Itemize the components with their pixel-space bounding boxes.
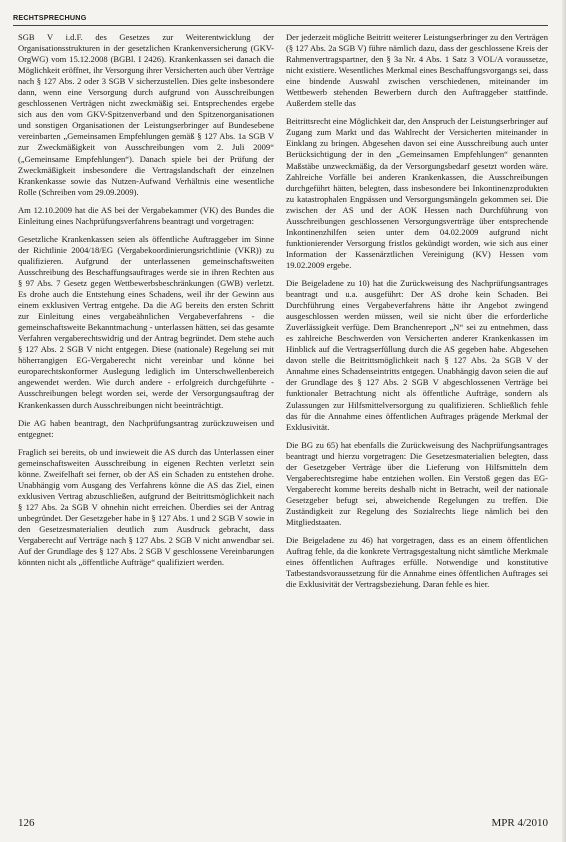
page-number: 126 [18,817,35,829]
right-column [286,32,548,590]
paragraph: Die AG haben beantragt, den Nachprüfungsantrag zurückzuweisen und entgegnet: [18,417,274,439]
paragraph: Am 12.10.2009 hat die AS bei der Vergabekammer (VK) des Bundes die Einleitung eines Nachprüfungsverfahrens beantragt und vorgetragen: [18,204,274,226]
paragraph: Beitrittsrecht eine Möglichkeit dar, den Anspruch der Leistungserbringer auf Zugang zum Markt und das Wahlrecht der Versicherten miteinander in Einklang zu bringen. Abgesehen davon sei eine Ausschreibung auch unter Berücksichtigung der in den „Gemeinsamen Empfehlungen“ genannten Maßstäbe unzweckmäßig, da der Versorgungsbedarf gesetzt worden wäre. Zahlreiche Vorfälle bei anderen Krankenkassen, die Ausschreibungen durchgeführt hätten, belegten, dass insbesondere bei Inkontinenzprodukten zu katastrophalen Engpässen und Versorgungsmängeln gekommen sei. Die zwischen der AS und der AOK Hessen nach Durchführung von Ausschreibungen geschlossenen Versorgungsverträge über entsprechende Inkontinenzhilfen seien unter dem 04.02.2009 aufgrund nicht funktionierender Versorgung fristlos gekündigt worden, wie sich aus einer Information der Kassenärztlichen Vereinigung (KV) Hessen vom 19.02.2009 ergebe. [286,116,548,270]
paragraph: SGB V i.d.F. des Gesetzes zur Weiterentwicklung der Organisationsstrukturen in der gesetzlichen Krankenversicherung (GKV-OrgWG) vom 15.12.2008 (BGBl. I 2426). Krankenkassen sei danach die Möglichkeit eröffnet, ihr Versorgung ihrer Versicherten auch über Verträge nach § 127 Abs. 2 oder 3 SGB V sicherzustellen. Dies gelte insbesondere dann, wenn eine Versorgung durch aufgrund von Ausschreibungen geschlossenen Verträgen nicht zweckmäßig sei. Entsprechendes ergebe sich aus den vom GKV-Spitzenverband und den Spitzenorganisationen und sonstigen Organisationen der Leistungserbringer auf Bundesebene vereinbarten „Gemeinsamen Empfehlungen gemäß § 127 Abs. 1a SGB V zur Zweckmäßigkeit von Ausschreibungen vom 2. Juli 2009“ („Gemeinsame Empfehlungen“). Danach spiele bei der Prüfung der Zweckmäßigkeit insbesondere die Vertragslandschaft der einzelnen Krankenkasse sowie das Nutzen-Aufwand Verhältnis eine wesentliche Rolle (Schreiben vom 29.09.2009). [18,32,274,197]
left-column [18,32,274,568]
journal-reference: MPR 4/2010 [491,817,548,829]
paragraph: Die Beigeladene zu 46) hat vorgetragen, dass es an einem öffentlichen Auftrag fehle, da die konkrete Vertragsgestaltung nicht sämtliche Merkmale eines öffentlichen Auftrages erfülle. Notwendige und konstitutive Tatbestandsvoraussetzung für die Annahme eines öffentlichen Auftrages sei die Exklusivität der Vertragsbeziehung. Daran fehle es hier. [286,535,548,590]
paragraph: Fraglich sei bereits, ob und inwieweit die AS durch das Unterlassen einer gemeinschaftsweiten Ausschreibung in eigenen Rechten verletzt sein könne. Zweifelhaft sei ferner, ob der AS ein Schaden zu entstehen drohe. Unabhängig vom Ausgang des Verfahrens könne die AS das Ziel, einen exklusiven Vertrag abzuschließen, aufgrund der Beitrittsmöglichkeit nach § 127 Abs. 2a SGB V ohnehin nicht erreichen. Überdies sei der Antrag unbegründet. Der Gesetzgeber habe in § 127 Abs. 1 und 2 SGB V sowie in den Gesetzesmaterialien deutlich zum Ausdruck gebracht, dass Vergaberecht auf Verträge nach § 127 Abs. 2 SGB V nicht anwendbar sei. Auf der Grundlage des § 127 Abs. 2 SGB V geschlossene Vereinbarungen könnten nicht als „öffentliche Aufträge“ qualifiziert werden. [18,446,274,568]
header-rule [13,25,548,26]
paragraph: Der jederzeit mögliche Beitritt weiterer Leistungserbringer zu den Verträgen (§ 127 Abs. 2a SGB V) führe nämlich dazu, dass der geschlossene Kreis der Rahmenvertragspartner, den § 3a Nr. 4 Abs. 1 Satz 3 VOL/A voraussetze, nicht existiere. Wesentliches Merkmal eines Beschaffungsvorgangs sei, dass eine bindende Auswahl zwischen verschiedenen, miteinander im Wettbewerb stehenden Bewerbern durch den Auftraggeber stattfinde. Außerdem stelle das [286,32,548,109]
paragraph: Die Beigeladene zu 10) hat die Zurückweisung des Nachprüfungsantrages beantragt und u.a. ausgeführt: Der AS drohe kein Schaden. Bei Durchführung eines Vergabeverfahrens hätte ihr Angebot zwingend ausgeschlossen werden müssen, weil sie nicht über die erforderliche Zuverlässigkeit verfüge. Dem Branchenreport „N“ sei zu entnehmen, dass es zahlreiche Beschwerden von Versicherten anderer Krankenkassen im Hinblick auf die Vertragserfüllung durch die AS gegeben habe. Abgesehen davon stelle die Beitrittsmöglichkeit nach § 127 Abs. 2a SGB V der Annahme eines Schadenseintritts entgegen. Unabhängig davon seien die auf der Grundlage des § 127 Abs. 2 SGB V abgeschlossenen Verträge bei funktionaler Betrachtung nicht als öffentliche Aufträge, sondern als Zulassungen zur Hilfsmittelversorgung zu qualifizieren. Schließlich fehle das für die Annahme eines öffentlichen Auftrages prägende Merkmal der Exklusivität. [286,277,548,432]
scan-edge [562,0,566,842]
paragraph: Die BG zu 65) hat ebenfalls die Zurückweisung des Nachprüfungsantrages beantragt und hierzu vorgetragen: Die Gesetzesmaterialien belegten, dass der Gesetzgeber Verträge über die Lieferung von Hilfsmitteln dem Vergaberechtsregime habe entziehen wollen. Ein Verstoß gegen das EG-Vergaberecht komme bereits deshalb nicht in Betracht, weil der nationale Gesetzgeber befugt sei, abweichende Regelungen zu treffen. Die Zuständigkeit zur Regelung des Sozialrechts liege nämlich bei den Mitgliedstaaten. [286,439,548,527]
section-label: RECHTSPRECHUNG [13,13,87,22]
paragraph: Gesetzliche Krankenkassen seien als öffentliche Auftraggeber im Sinne der Richtlinie 2004/18/EG (Vergabekoordinierungsrichtlinie (VKR)) zu qualifizieren. Aufgrund der unterlassenen gemeinschaftsweiten Ausschreibung des Beschaffungsauftrages werde sie in ihren Rechten aus § 97 Abs. 7 Gesetz gegen Wettbewerbsbeschränkungen (GWB) verletzt. Es drohe auch die Entstehung eines Schadens, weil ihr der Gewinn aus einem exklusiven Vertrag entgehe. Da die AG bereits den ersten Schritt zur Einleitung eines vergabeähnlichen Vergabeverfahrens - die gemeinschaftsweite Bekanntmachung - unterlassen hätten, sei das gesamte Verfahren vergaberechtswidrig und der Antrag begründet. Dem stehe auch § 127 Abs. 2 SGB V nicht entgegen. Diese (nationale) Regelung sei mit höherrangigen EG-Vergaberecht nicht vereinbar und könne bei europarechtskonformer Auslegung lediglich im Unterschwellenbereich angewendet werden. Wie durch andere - erfolgreich durchgeführte - Ausschreibungen belegt worden sei, werde der Versorgungsauftrag der Krankenkassen durch Ausschreibungen nicht beeinträchtigt. [18,233,274,410]
